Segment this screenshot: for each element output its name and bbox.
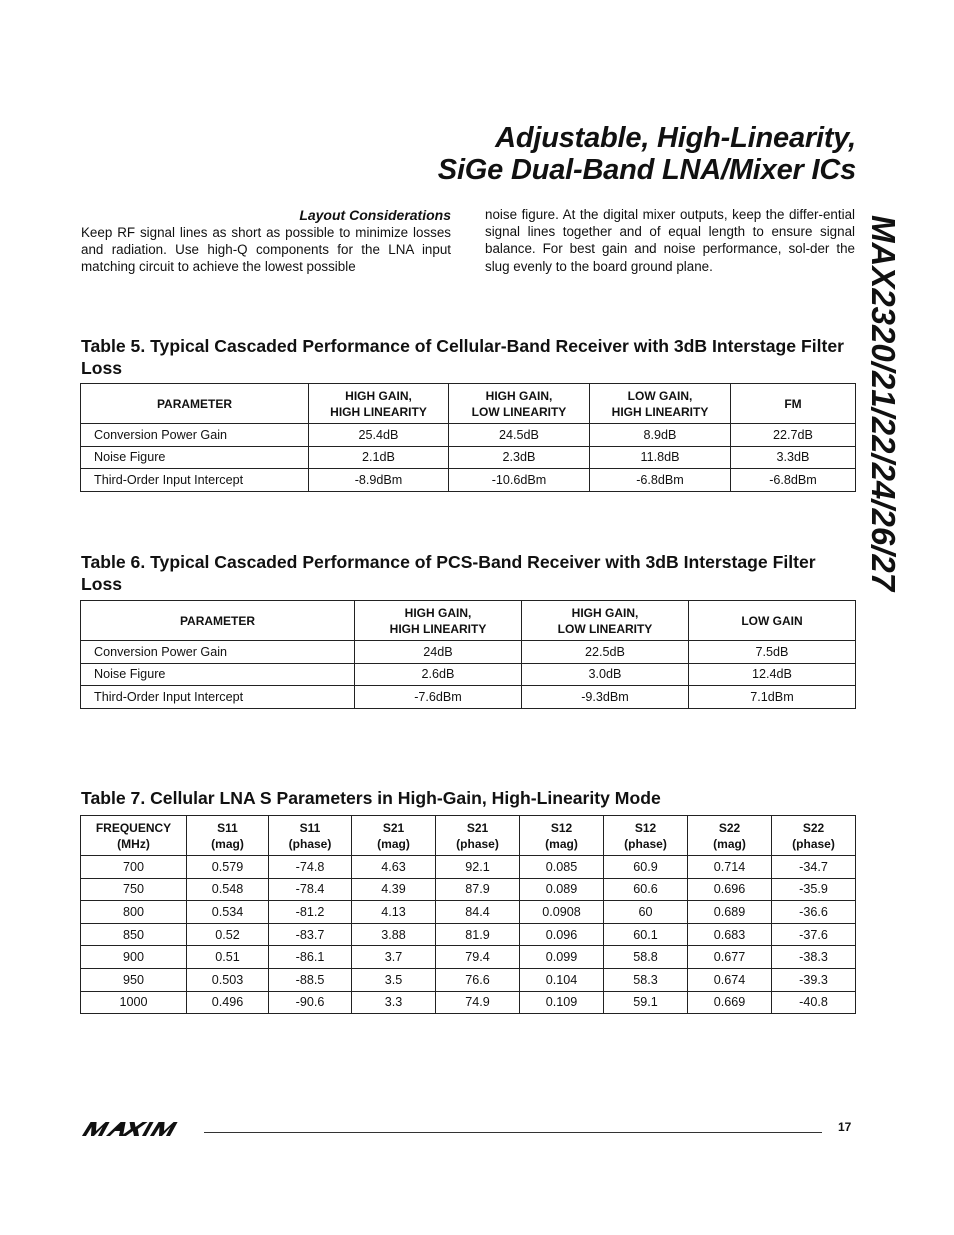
table-cell: 3.88 — [352, 923, 436, 946]
table-row — [81, 901, 856, 924]
table-cell: 0.534 — [187, 901, 269, 924]
layout-paragraph-right: noise figure. At the digital mixer outputs, keep the differ-ential signal lines together and of equal length to ensure signal balance. For best gain and noise performance, sol-der the slug evenly to the board ground plane. — [485, 207, 855, 274]
table-cell: 3.0dB — [522, 663, 689, 686]
table-cell: Noise Figure — [81, 663, 355, 686]
table-cell: -8.9dBm — [309, 469, 449, 492]
layout-column-right — [485, 206, 855, 275]
table6-caption: Table 6. Typical Cascaded Performance of PCS-Band Receiver with 3dB Interstage Filter Loss — [81, 552, 816, 594]
table-cell: 4.39 — [352, 878, 436, 901]
table-cell: 84.4 — [436, 901, 520, 924]
table5-caption: Table 5. Typical Cascaded Performance of Cellular-Band Receiver with 3dB Interstage Filter Loss — [81, 336, 844, 378]
table-cell: 24.5dB — [449, 424, 590, 447]
table-cell: 0.099 — [520, 946, 604, 969]
title-line-1: Adjustable, High-Linearity, — [495, 122, 856, 154]
table7-header-text: (MHz) — [117, 836, 150, 851]
table5-header-text: LOW LINEARITY — [471, 404, 567, 419]
table-cell: 0.677 — [688, 946, 772, 969]
maxim-logo — [82, 1121, 192, 1142]
table-cell: 60.6 — [604, 878, 688, 901]
table-cell: -37.6 — [772, 923, 856, 946]
table-cell: 0.689 — [688, 901, 772, 924]
table-cell: 87.9 — [436, 878, 520, 901]
table-cell: 0.51 — [187, 946, 269, 969]
table-cell: 81.9 — [436, 923, 520, 946]
table5-header-cell — [731, 384, 856, 424]
table7-header-text: (mag) — [211, 836, 244, 851]
table-cell: 59.1 — [604, 991, 688, 1014]
table-cell: -34.7 — [772, 856, 856, 879]
table-cell: 0.104 — [520, 968, 604, 991]
table-cell: 0.683 — [688, 923, 772, 946]
table-cell: -35.9 — [772, 878, 856, 901]
table-cell: Third-Order Input Intercept — [81, 686, 355, 709]
table7-header-text: S11 — [217, 820, 238, 835]
table-cell: 7.5dB — [689, 641, 856, 664]
table-row — [81, 878, 856, 901]
table6-header-cell — [689, 601, 856, 641]
table7-header-cell — [520, 816, 604, 856]
table-cell: -86.1 — [269, 946, 352, 969]
table-cell: -81.2 — [269, 901, 352, 924]
table-cell: Noise Figure — [81, 446, 309, 469]
layout-column-left — [81, 206, 451, 276]
table-cell: -36.6 — [772, 901, 856, 924]
table7-caption: Table 7. Cellular LNA S Parameters in High-Gain, High-Linearity Mode — [81, 788, 661, 808]
table-cell: -39.3 — [772, 968, 856, 991]
table7-header-cell — [352, 816, 436, 856]
table-cell: 0.674 — [688, 968, 772, 991]
table-row — [81, 968, 856, 991]
table-cell: 12.4dB — [689, 663, 856, 686]
table-cell: 0.52 — [187, 923, 269, 946]
table7-header-text: (phase) — [288, 836, 332, 851]
table7-header-cell — [187, 816, 269, 856]
page-number: 17 — [838, 1120, 852, 1134]
table7 — [80, 815, 856, 1014]
layout-paragraph-left: Keep RF signal lines as short as possible to minimize losses and radiation. Use high-Q components for the LNA input matching circuit to achieve the lowest possible — [81, 225, 451, 275]
table5-header-text: HIGH LINEARITY — [330, 404, 427, 419]
table-cell: 58.8 — [604, 946, 688, 969]
table-cell: 60 — [604, 901, 688, 924]
table-cell: 22.7dB — [731, 424, 856, 447]
table6-header-cell — [522, 601, 689, 641]
table-cell: 800 — [81, 901, 187, 924]
table-cell: 2.3dB — [449, 446, 590, 469]
table-cell: -74.8 — [269, 856, 352, 879]
table-cell: 0.696 — [688, 878, 772, 901]
table-cell: 0.548 — [187, 878, 269, 901]
table-cell: 3.5 — [352, 968, 436, 991]
table-cell: 3.3 — [352, 991, 436, 1014]
table7-header-text: S11 — [299, 820, 321, 835]
table-cell: 60.9 — [604, 856, 688, 879]
table5-header-text: FM — [784, 396, 802, 411]
table7-header-text: S12 — [550, 820, 573, 835]
table5-header-text: LOW GAIN, — [627, 388, 693, 403]
table-cell: 25.4dB — [309, 424, 449, 447]
table-cell: 24dB — [355, 641, 522, 664]
table5-header-cell — [81, 384, 309, 424]
table7-header-text: (mag) — [545, 836, 578, 851]
table-row — [81, 469, 856, 492]
maxim-logo-icon — [82, 1121, 192, 1137]
table-cell: 0.085 — [520, 856, 604, 879]
table-cell: 0.503 — [187, 968, 269, 991]
section-heading: Layout Considerations — [299, 207, 451, 223]
table5-header-row — [81, 384, 856, 424]
table-row — [81, 923, 856, 946]
table-row — [81, 424, 856, 447]
table-cell: 3.3dB — [731, 446, 856, 469]
table-cell: 74.9 — [436, 991, 520, 1014]
table-cell: 0.496 — [187, 991, 269, 1014]
table-cell: 2.1dB — [309, 446, 449, 469]
title-line-2: SiGe Dual-Band LNA/Mixer ICs — [437, 154, 856, 186]
table6-header-text: HIGH GAIN, — [404, 605, 472, 620]
table-cell: -7.6dBm — [355, 686, 522, 709]
table-cell: 0.669 — [688, 991, 772, 1014]
table6-header-cell — [355, 601, 522, 641]
table6-header-text: PARAMETER — [179, 613, 256, 628]
table-cell: 0.089 — [520, 878, 604, 901]
table7-header-cell — [772, 816, 856, 856]
table-cell: 950 — [81, 968, 187, 991]
table-cell: 60.1 — [604, 923, 688, 946]
table-row — [81, 991, 856, 1014]
table-cell: -88.5 — [269, 968, 352, 991]
table7-header-cell — [436, 816, 520, 856]
table-cell: -90.6 — [269, 991, 352, 1014]
table-cell: Conversion Power Gain — [81, 424, 309, 447]
table-cell: -83.7 — [269, 923, 352, 946]
table-cell: -6.8dBm — [731, 469, 856, 492]
table7-header-text: S22 — [718, 820, 741, 835]
table7-header-cell — [604, 816, 688, 856]
table-cell: 7.1dBm — [689, 686, 856, 709]
table-cell: -10.6dBm — [449, 469, 590, 492]
table-cell: 22.5dB — [522, 641, 689, 664]
table7-header-text: FREQUENCY — [95, 820, 172, 835]
table6-header-text: LOW LINEARITY — [557, 621, 653, 636]
table-row — [81, 856, 856, 879]
table6-header-text: HIGH LINEARITY — [389, 621, 487, 636]
table-cell: 79.4 — [436, 946, 520, 969]
table-cell: 900 — [81, 946, 187, 969]
table5-header-text: HIGH LINEARITY — [611, 404, 709, 419]
table-cell: 0.714 — [688, 856, 772, 879]
table7-header-text: (phase) — [792, 836, 835, 851]
table7-header-text: (mag) — [713, 836, 746, 851]
table-row — [81, 686, 856, 709]
table5-header-text: HIGH GAIN, — [345, 388, 412, 403]
table6 — [80, 600, 856, 709]
table-cell: 8.9dB — [590, 424, 731, 447]
table7-header-cell — [269, 816, 352, 856]
part-number-text: MAX2320/21/22/24/26/27 — [865, 215, 902, 592]
table-cell: 92.1 — [436, 856, 520, 879]
table7-header-text: (phase) — [624, 836, 667, 851]
table-cell: 0.096 — [520, 923, 604, 946]
table5-header-text: HIGH GAIN, — [485, 388, 553, 403]
table-cell: -6.8dBm — [590, 469, 731, 492]
table-cell: 11.8dB — [590, 446, 731, 469]
table-cell: 2.6dB — [355, 663, 522, 686]
table-row — [81, 641, 856, 664]
table5 — [80, 383, 856, 492]
table-cell: 0.579 — [187, 856, 269, 879]
table-cell: 58.3 — [604, 968, 688, 991]
table-cell: 3.7 — [352, 946, 436, 969]
table-cell: 850 — [81, 923, 187, 946]
table7-header-text: S21 — [382, 820, 405, 835]
table-cell: 700 — [81, 856, 187, 879]
table7-header-cell — [81, 816, 187, 856]
table7-header-row — [81, 816, 856, 856]
table-cell: Third-Order Input Intercept — [81, 469, 309, 492]
table5-header-text: PARAMETER — [156, 396, 233, 411]
table6-header-cell — [81, 601, 355, 641]
table7-header-text: S12 — [634, 820, 657, 835]
table-cell: Conversion Power Gain — [81, 641, 355, 664]
table-cell: 76.6 — [436, 968, 520, 991]
table-row — [81, 946, 856, 969]
table5-header-cell — [309, 384, 449, 424]
table-cell: 4.13 — [352, 901, 436, 924]
table7-header-cell — [688, 816, 772, 856]
part-number-sidebar — [864, 215, 904, 615]
table6-header-row — [81, 601, 856, 641]
table-cell: -40.8 — [772, 991, 856, 1014]
table-row — [81, 663, 856, 686]
table7-header-text: (mag) — [377, 836, 410, 851]
table7-header-text: S21 — [466, 820, 489, 835]
table-cell: 0.0908 — [520, 901, 604, 924]
table6-header-text: HIGH GAIN, — [571, 605, 639, 620]
table-cell: 750 — [81, 878, 187, 901]
table5-header-cell — [590, 384, 731, 424]
table-cell: 4.63 — [352, 856, 436, 879]
table-cell: -38.3 — [772, 946, 856, 969]
footer-rule — [204, 1132, 822, 1133]
table-cell: 0.109 — [520, 991, 604, 1014]
table7-header-text: S22 — [802, 820, 825, 835]
table-cell: 1000 — [81, 991, 187, 1014]
table-cell: -78.4 — [269, 878, 352, 901]
table6-header-text: LOW GAIN — [741, 613, 803, 628]
table-row — [81, 446, 856, 469]
document-title — [438, 122, 856, 186]
table7-header-text: (phase) — [456, 836, 499, 851]
table-cell: -9.3dBm — [522, 686, 689, 709]
table5-header-cell — [449, 384, 590, 424]
